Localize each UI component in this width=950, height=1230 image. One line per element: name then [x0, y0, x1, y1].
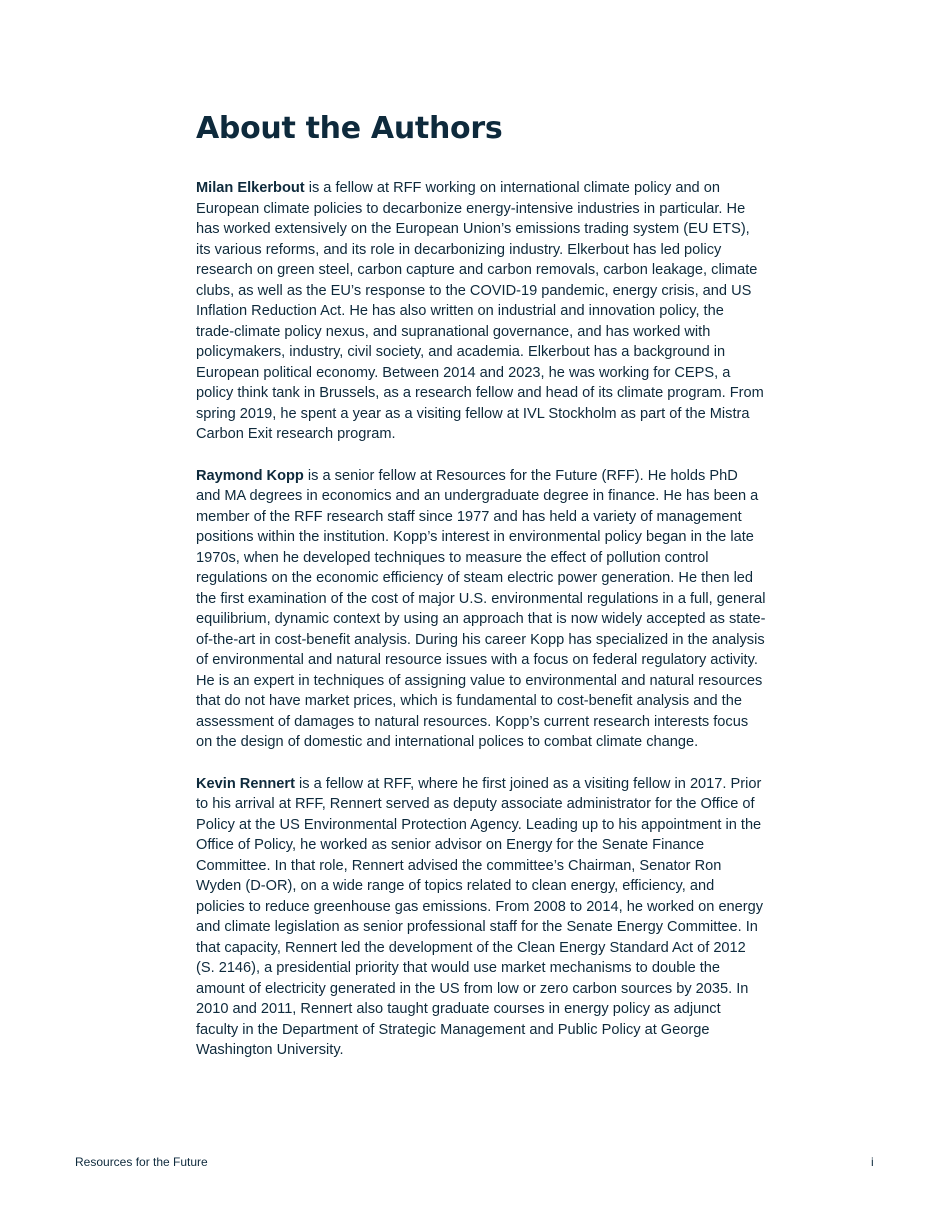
author-bio-kopp: [196, 466, 766, 753]
page-title: About the Authors: [196, 111, 503, 146]
author-name: Kevin Rennert: [196, 775, 295, 792]
author-bio-text: is a fellow at RFF, where he first joined as a visiting fellow in 2017. Prior to his arrival at RFF, Rennert served as deputy associate administrator for the Office of Policy at the US Environmental Protection Agency. Leading up to his appointment in the Office of Policy, he worked as senior advisor on Energy for the Senate Finance Committee. In that role, Rennert advised the committee’s Chairman, Senator Ron Wyden (D-OR), on a wide range of topics related to clean energy, efficiency, and policies to reduce greenhouse gas emissions. From 2008 to 2014, he worked on energy and climate legislation as senior professional staff for the Senate Energy Committee. In that capacity, Rennert led the development of the Clean Energy Standard Act of 2012 (S. 2146), a presidential priority that would use market mechanisms to double the amount of electricity generated in the US from low or zero carbon sources by 2035. In 2010 and 2011, Rennert also taught graduate courses in energy policy as adjunct faculty in the Department of Strategic Management and Public Policy at George Washington University.: [196, 775, 764, 1058]
author-bio-elkerbout: [196, 178, 766, 445]
footer-page-number: i: [871, 1155, 874, 1169]
author-name: Raymond Kopp: [196, 467, 304, 484]
author-bio-text: is a senior fellow at Resources for the Future (RFF). He holds PhD and MA degrees in economics and an undergraduate degree in finance. He has been a member of the RFF research staff since 1977 and has held a variety of management positions within the institution. Kopp’s interest in environmental policy began in the late 1970s, when he developed techniques to measure the effect of pollution control regulations on the economic efficiency of steam electric power generation. He then led the first examination of the cost of major U.S. environmental regulations in a full, general equilibrium, dynamic context by using an approach that is now widely accepted as state-of-the-art in cost-benefit analysis. During his career Kopp has specialized in the analysis of environmental and natural resource issues with a focus on federal regulatory activity. He is an expert in techniques of assigning value to environmental and natural resources that do not have market prices, which is fundamental to cost-benefit analysis and the assessment of damages to natural resources. Kopp’s current research interests focus on the design of domestic and international polices to combat climate change.: [196, 467, 766, 750]
author-bio-text: is a fellow at RFF working on international climate policy and on European climate policies to decarbonize energy-intensive industries in particular. He has worked extensively on the European Union’s emissions trading system (EU ETS), its various reforms, and its role in decarbonizing industry. Elkerbout has led policy research on green steel, carbon capture and carbon removals, carbon leakage, climate clubs, as well as the EU’s response to the COVID-19 pandemic, energy crisis, and US Inflation Reduction Act. He has also written on industrial and innovation policy, the trade-climate policy nexus, and supranational governance, and has worked with policymakers, industry, civil society, and academia. Elkerbout has a background in European political economy. Between 2014 and 2023, he was working for CEPS, a policy think tank in Brussels, as a research fellow and head of its climate program. From spring 2019, he spent a year as a visiting fellow at IVL Stockholm as part of the Mistra Carbon Exit research program.: [196, 180, 764, 442]
footer-publisher: Resources for the Future: [75, 1155, 208, 1169]
main-content: [196, 110, 766, 1082]
author-name: Milan Elkerbout: [196, 180, 305, 196]
author-bio-rennert: [196, 774, 766, 1061]
